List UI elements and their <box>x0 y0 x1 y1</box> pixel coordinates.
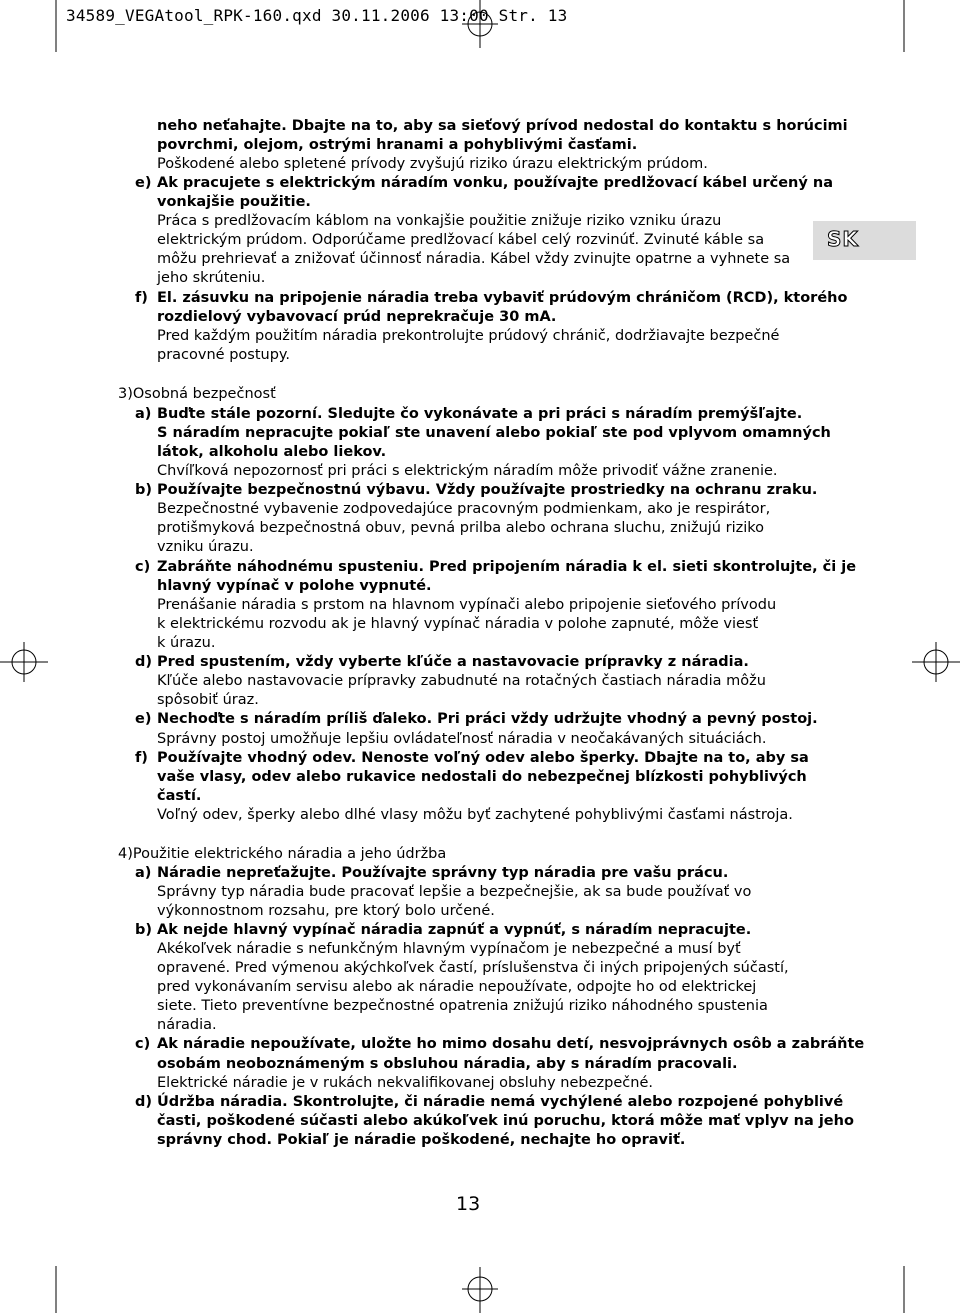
list-item-text: Zabráňte náhodnému spusteniu. Pred pripojením náradia k el. sieti skontrolujte, či je <box>157 559 857 575</box>
language-tab-label: SK <box>827 227 859 251</box>
list-marker: a) <box>135 406 152 422</box>
text-line <box>135 864 728 883</box>
list-item-text: Ak náradie nepoužívate, uložte ho mimo dosahu detí, nesvojprávnych osôb a zabráňte <box>157 1036 865 1052</box>
list-marker: b) <box>135 482 153 498</box>
text-line: vzniku úrazu. <box>157 539 254 555</box>
list-marker: c) <box>135 1036 151 1052</box>
text-line: správny chod. Pokiaľ je náradie poškodené, nechajte ho opraviť. <box>157 1132 686 1148</box>
list-marker: a) <box>135 865 152 881</box>
file-slug-header: 34589_VEGAtool_RPK-160.qxd 30.11.2006 13:00 Str. 13 <box>66 6 568 25</box>
text-line <box>135 653 749 672</box>
crop-mark-top-right <box>900 0 960 60</box>
list-marker: e) <box>135 175 152 191</box>
text-line: náradia. <box>157 1017 217 1033</box>
list-marker: f) <box>135 290 148 306</box>
list-item-text: Ak pracujete s elektrickým náradím vonku, používajte predlžovací kábel určený na <box>157 175 833 191</box>
registration-target-top-icon <box>460 0 500 50</box>
text-line: Akékoľvek náradie s nefunkčným hlavným vypínačom je nebezpečné a musí byť <box>157 941 741 957</box>
text-line <box>135 710 818 729</box>
crop-mark-bottom-right <box>900 1260 960 1313</box>
text-line: pracovné postupy. <box>157 347 291 363</box>
list-item-text: Pred spustením, vždy vyberte kľúče a nastavovacie prípravky z náradia. <box>157 654 749 670</box>
text-line: Poškodené alebo spletené prívody zvyšujú riziko úrazu elektrickým prúdom. <box>157 156 708 172</box>
text-line: povrchmi, olejom, ostrými hranami a pohyblivými časťami. <box>157 137 638 153</box>
language-tab <box>813 221 916 260</box>
list-item-text: Ak nejde hlavný vypínač náradia zapnúť a vypnúť, s náradím nepracujte. <box>157 922 752 938</box>
text-line: časti, poškodené súčasti alebo akúkoľvek inú poruchu, ktorá môže mať vplyv na jeho <box>157 1113 854 1129</box>
list-item-text: Nechoďte s náradím príliš ďaleko. Pri práci vždy udržujte vhodný a pevný postoj. <box>157 711 818 727</box>
crop-mark-bottom-left <box>0 1260 60 1313</box>
text-line <box>135 405 802 424</box>
text-line: Bezpečnostné vybavenie zodpovedajúce pracovným podmienkam, ako je respirátor, <box>157 501 771 517</box>
text-line <box>135 174 833 193</box>
list-marker: b) <box>135 922 153 938</box>
list-item-text: Používajte bezpečnostnú výbavu. Vždy používajte prostriedky na ochranu zraku. <box>157 482 818 498</box>
list-item-text: Používajte vhodný odev. Nenoste voľný odev alebo šperky. Dbajte na to, aby sa <box>157 750 809 766</box>
text-line: neho neťahajte. Dbajte na to, aby sa sieťový prívod nedostal do kontaktu s horúcimi <box>157 118 848 134</box>
crop-mark-top-left <box>0 0 60 60</box>
text-line: S náradím nepracujte pokiaľ ste unavení alebo pokiaľ ste pod vplyvom omamných <box>157 425 831 441</box>
text-line: látok, alkoholu alebo liekov. <box>157 444 387 460</box>
page-number: 13 <box>456 1193 481 1215</box>
list-marker: c) <box>135 559 151 575</box>
list-marker: d) <box>135 1094 153 1110</box>
text-line <box>135 921 751 940</box>
text-line: Kľúče alebo nastavovacie prípravky zabudnuté na rotačných častiach náradia môžu <box>157 673 766 689</box>
list-item-text: Náradie nepreťažujte. Používajte správny typ náradia pre vašu prácu. <box>157 865 729 881</box>
list-marker: f) <box>135 750 148 766</box>
text-line: pred vykonávaním servisu alebo ak náradie nepoužívate, odpojte ho od elektrickej <box>157 979 757 995</box>
text-line: výkonnostnom rozsahu, pre ktorý bolo určené. <box>157 903 495 919</box>
text-line: Správny typ náradia bude pracovať lepšie a bezpečnejšie, ak sa bude používať vo <box>157 884 752 900</box>
text-line <box>135 289 847 308</box>
text-line: Prenášanie náradia s prstom na hlavnom vypínači alebo pripojenie sieťového prívodu <box>157 597 777 613</box>
section-number: 4) <box>118 846 133 862</box>
text-line <box>135 558 856 577</box>
text-line: jeho skrúteniu. <box>157 270 266 286</box>
text-line <box>135 749 809 768</box>
text-line: vonkajšie použitie. <box>157 194 311 210</box>
text-line: opravené. Pred výmenou akýchkoľvek častí, príslušenstva či iných pripojených súčastí, <box>157 960 789 976</box>
registration-target-left-icon <box>0 640 50 684</box>
text-line <box>135 481 817 500</box>
section-heading <box>118 385 276 404</box>
text-line: vaše vlasy, odev alebo rukavice nedostali do nebezpečnej blízkosti pohyblivých <box>157 769 807 785</box>
text-line: rozdielový vybavovací prúd neprekračuje 30 mA. <box>157 309 557 325</box>
text-line: Voľný odev, šperky alebo dlhé vlasy môžu byť zachytené pohyblivými časťami nástroja. <box>157 807 793 823</box>
text-line: Chvíľková nepozornosť pri práci s elektrickým náradím môže privodiť vážne zranenie. <box>157 463 778 479</box>
text-line: Práca s predlžovacím káblom na vonkajšie použitie znižuje riziko vzniku úrazu <box>157 213 722 229</box>
text-line <box>135 1093 843 1112</box>
text-line: osobám neoboznámeným s obsluhou náradia, aby s náradím pracovali. <box>157 1056 738 1072</box>
text-line: Elektrické náradie je v rukách nekvalifikovanej obsluhy nebezpečné. <box>157 1075 653 1091</box>
section-heading <box>118 845 446 864</box>
section-title: Použitie elektrického náradia a jeho údržba <box>132 846 447 862</box>
text-line: hlavný vypínač v polohe vypnuté. <box>157 578 432 594</box>
list-item-text: Buďte stále pozorní. Sledujte čo vykonávate a pri práci s náradím premýšľajte. <box>157 406 803 422</box>
registration-target-bottom-icon <box>460 1265 500 1313</box>
text-line: častí. <box>157 788 202 804</box>
section-number: 3) <box>118 386 133 402</box>
list-marker: e) <box>135 711 152 727</box>
text-line: siete. Tieto preventívne bezpečnostné opatrenia znižujú riziko náhodného spustenia <box>157 998 768 1014</box>
section-title: Osobná bezpečnosť <box>132 386 276 402</box>
list-item-text: Údržba náradia. Skontrolujte, či náradie nemá vychýlené alebo rozpojené pohyblivé <box>157 1094 844 1110</box>
list-marker: d) <box>135 654 153 670</box>
text-line: spôsobiť úraz. <box>157 692 259 708</box>
text-line: k úrazu. <box>157 635 216 651</box>
list-item-text: El. zásuvku na pripojenie náradia treba vybaviť prúdovým chráničom (RCD), ktorého <box>157 290 848 306</box>
text-line: k elektrickému rozvodu ak je hlavný vypínač náradia v polohe zapnuté, môže viesť <box>157 616 759 632</box>
text-line: elektrickým prúdom. Odporúčame predlžovací kábel celý rozvinúť. Zvinuté káble sa <box>157 232 765 248</box>
text-line: protišmyková bezpečnostná obuv, pevná prilba alebo ochrana sluchu, znižujú riziko <box>157 520 764 536</box>
text-line: Správny postoj umožňuje lepšiu ovládateľnosť náradia v neočakávaných situáciách. <box>157 731 767 747</box>
text-line: Pred každým použitím náradia prekontrolujte prúdový chránič, dodržiavajte bezpečné <box>157 328 780 344</box>
text-line <box>135 1035 864 1054</box>
text-line: môžu prehrievať a znižovať účinnosť náradia. Kábel vždy zvinujte opatrne a vyhnete sa <box>157 251 791 267</box>
registration-target-right-icon <box>910 640 960 684</box>
